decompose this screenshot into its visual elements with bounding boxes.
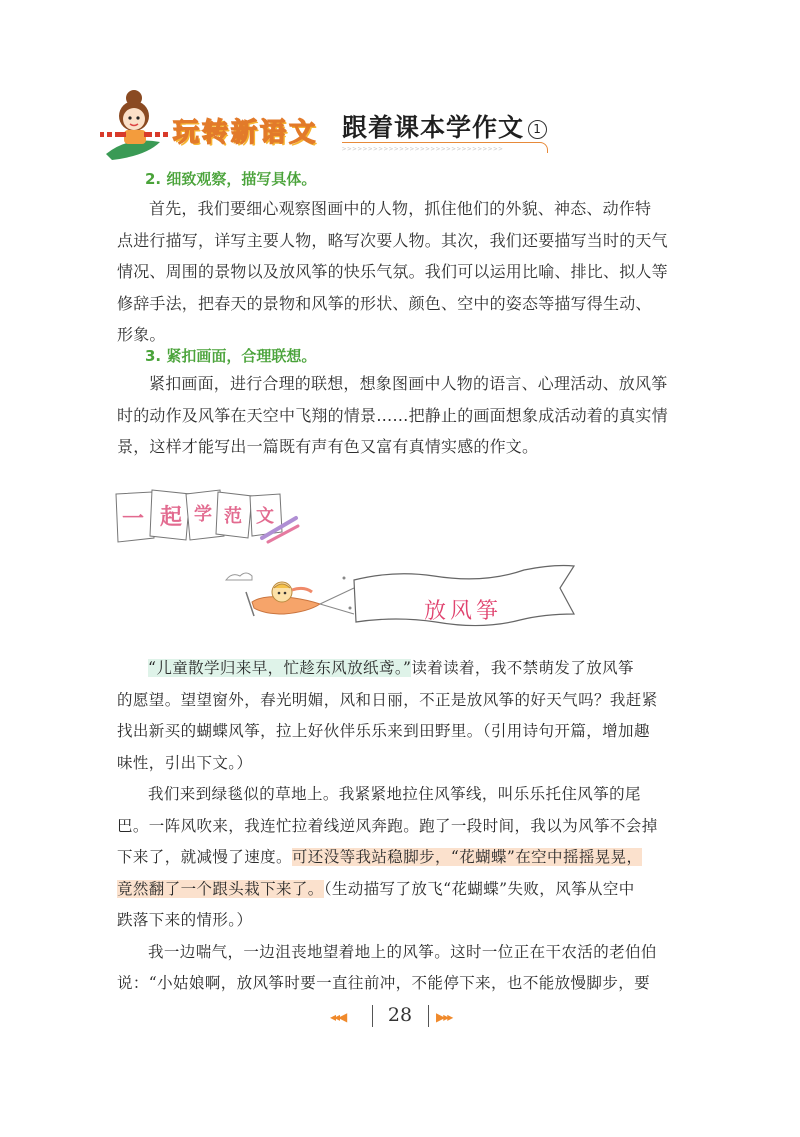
brand-char: 转 [202, 118, 230, 148]
essay-text: 读着读着，我不禁萌发了放风筝 [411, 659, 634, 677]
banner-char: 一 [122, 507, 145, 532]
paragraph-line: 首先，我们要细心观察图画中的人物，抓住他们的外貌、神态、动作特 [149, 199, 652, 218]
section-imagine-body [117, 368, 687, 463]
brand-char: 语 [260, 118, 288, 148]
essay-line [117, 874, 687, 906]
highlighted-text: 可还没等我站稳脚步，“花蝴蝶”在空中摇摇晃晃， [291, 848, 643, 866]
page-header [98, 84, 548, 164]
section-heading: 3. 紧扣画面，合理联想。 [145, 347, 317, 365]
volume-badge: 1 [528, 120, 547, 139]
brand-char: 文 [289, 118, 317, 148]
next-arrows-icon: ▶▸▸ [436, 1010, 452, 1024]
paragraph-line: 景，这样才能写出一篇既有声有色又富有真情实感的作文。 [117, 437, 539, 456]
section-observe [117, 168, 687, 189]
essay-line: 味性，引出下文。） [117, 753, 253, 772]
banner-char: 范 [224, 506, 242, 527]
airplane-banner-illustration [224, 558, 584, 652]
paragraph-line: 点进行描写，详写主要人物，略写次要人物。其次，我们还要描写当时的天气 [117, 230, 668, 250]
page-footer [330, 1002, 470, 1032]
airplane-icon [224, 558, 584, 648]
essay-text: 下来了，就减慢了速度。 [117, 848, 292, 866]
brand-char: 新 [231, 118, 259, 148]
brand-title [172, 112, 317, 149]
annotation-text: （生动描写了放飞“花蝴蝶”失败，风筝从空中 [323, 879, 635, 898]
subtitle-text: 跟着课本学作文 [342, 113, 525, 142]
section-heading: 2. 细致观察，描写具体。 [145, 170, 317, 188]
header-rule [342, 142, 538, 143]
essay-line: 说：“小姑娘啊，放风筝时要一直往前冲，不能停下来，也不能放慢脚步，要 [117, 974, 651, 992]
essay-line: 的愿望。望望窗外，春光明媚，风和日丽，不正是放风筝的好天气吗？我赶紧 [117, 690, 658, 709]
essay-line: 找出新买的蝴蝶风筝，拉上好伙伴乐乐来到田野里。（引用诗句开篇，增加趣 [117, 722, 650, 740]
prev-arrows-icon: ◂◂◀ [330, 1010, 346, 1024]
essay-line: 我一边喘气，一边沮丧地望着地上的风筝。这时一位正在干农活的老伯伯 [148, 942, 657, 961]
model-essay-banner [112, 488, 302, 552]
header-arrow-strip: >>>>>>>>>>>>>>>>>>>>>>>>>>>>>>> [342, 145, 504, 153]
footer-divider [372, 1005, 373, 1027]
essay-paragraph [117, 653, 687, 685]
banner-char: 文 [256, 506, 274, 527]
paragraph-line: 形象。 [117, 325, 166, 344]
series-subtitle [342, 108, 547, 144]
section-imagine [117, 345, 687, 366]
banner-char: 学 [194, 504, 212, 525]
girl-mascot-icon [98, 84, 178, 164]
essay-title: 放风筝 [424, 599, 503, 624]
brand-char: 玩 [173, 118, 201, 148]
highlighted-text: 竟然翻了一个跟头栽下来了。 [117, 879, 324, 898]
paragraph-line: 紧扣画面，进行合理的联想，想象图画中人物的语言、心理活动、放风筝 [149, 374, 668, 393]
banner-char: 起 [160, 505, 183, 530]
paragraph-line: 情况、周围的景物以及放风筝的快乐气氛。我们可以运用比喻、排比、拟人等 [117, 262, 668, 281]
paragraph-line: 修辞手法，把春天的景物和风筝的形状、颜色、空中的姿态等描写得生动、 [117, 293, 652, 313]
paragraph-line: 时的动作及风筝在天空中飞翔的情景……把静止的画面想象成活动着的真实情 [117, 405, 668, 425]
essay-line: 跌落下来的情形。） [117, 911, 253, 929]
footer-divider [428, 1005, 429, 1027]
essay-line: 巴。一阵风吹来，我连忙拉着线逆风奔跑。跑了一段时间，我以为风筝不会掉 [117, 816, 658, 835]
poem-quote: “儿童散学归来早，忙趁东风放纸鸢。” [148, 659, 412, 677]
page-number: 28 [387, 1004, 413, 1026]
essay-line: 我们来到绿毯似的草地上。我紧紧地拉住风筝线，叫乐乐托住风筝的尾 [148, 785, 641, 803]
essay-line [117, 842, 687, 874]
essay-body [117, 653, 687, 1000]
section-observe-body [117, 193, 687, 351]
